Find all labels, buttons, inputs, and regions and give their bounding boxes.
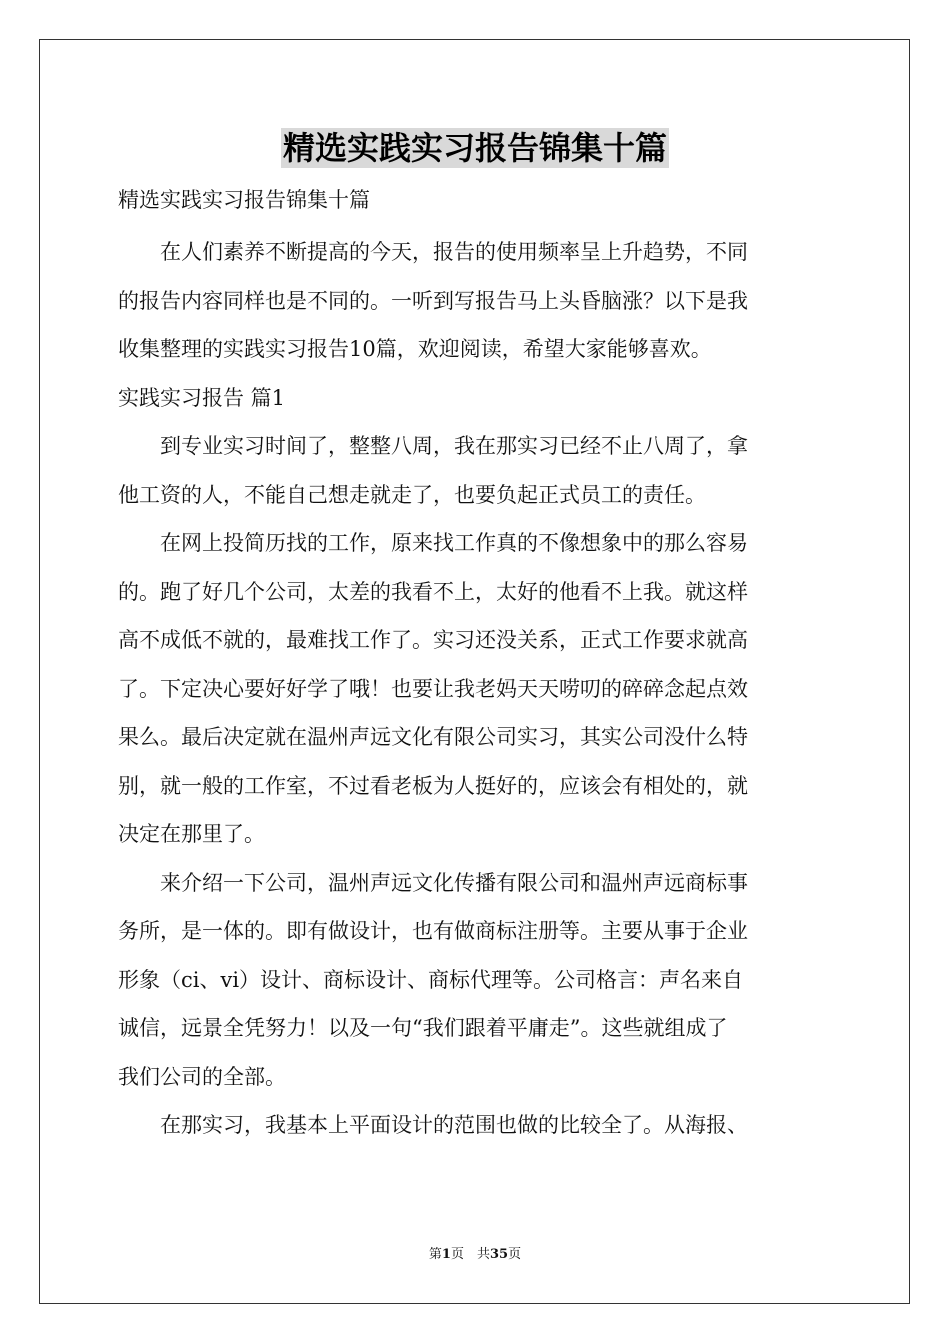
body-line: 诚信，远景全凭努力！以及一句“我们跟着平庸走”。这些就组成了 [118,1016,728,1040]
body-line: 在网上投简历找的工作，原来找工作真的不像想象中的那么容易 [118,531,748,555]
body-line: 决定在那里了。 [118,822,265,846]
document-body [118,182,834,1150]
body-line: 高不成低不就的，最难找工作了。实习还没关系，正式工作要求就高 [118,628,748,652]
body-line: 收集整理的实践实习报告10篇，欢迎阅读，希望大家能够喜欢。 [118,337,712,361]
body-line: 的报告内容同样也是不同的。一听到写报告马上头昏脑涨？以下是我 [118,288,748,313]
body-line: 果么。最后决定就在温州声远文化有限公司实习，其实公司没什么特 [118,725,748,749]
body-line: 的。跑了好几个公司，太差的我看不上，太好的他看不上我。就这样 [118,579,748,604]
title-container [0,128,950,168]
footer-page-total: 35 [489,1247,509,1262]
body-line: 来介绍一下公司，温州声远文化传播有限公司和温州声远商标事 [118,870,748,895]
body-line: 我们公司的全部。 [118,1064,286,1089]
body-line: 务所，是一体的。即有做设计，也有做商标注册等。主要从事于企业 [118,919,748,943]
footer-page-suffix: 页 [508,1247,522,1262]
body-line: 他工资的人，不能自己想走就走了，也要负起正式员工的责任。 [118,482,706,507]
body-line: 别，就一般的工作室，不过看老板为人挺好的，应该会有相处的，就 [118,773,748,798]
footer-page-current: 1 [441,1247,451,1262]
body-line: 到专业实习时间了，整整八周，我在那实习已经不止八周了，拿 [118,434,748,458]
section-heading: 实践实习报告 篇1 [118,385,286,410]
spacer [118,218,834,228]
body-line: 了。下定决心要好好学了哦！也要让我老妈天天唠叨的碎碎念起点效 [118,676,748,701]
body-line: 形象（ci、vi）设计、商标设计、商标代理等。公司格言：声名来自 [118,967,744,992]
footer-page-mid: 页 共 [450,1247,490,1262]
body-line: 在那实习，我基本上平面设计的范围也做的比较全了。从海报、 [118,1113,748,1137]
page-footer [0,1246,950,1264]
document-title: 精选实践实习报告锦集十篇 [282,129,667,167]
body-line: 在人们素养不断提高的今天，报告的使用频率呈上升趋势，不同 [118,240,748,264]
document-subtitle: 精选实践实习报告锦集十篇 [118,188,370,212]
footer-page-prefix: 第 [428,1247,442,1262]
